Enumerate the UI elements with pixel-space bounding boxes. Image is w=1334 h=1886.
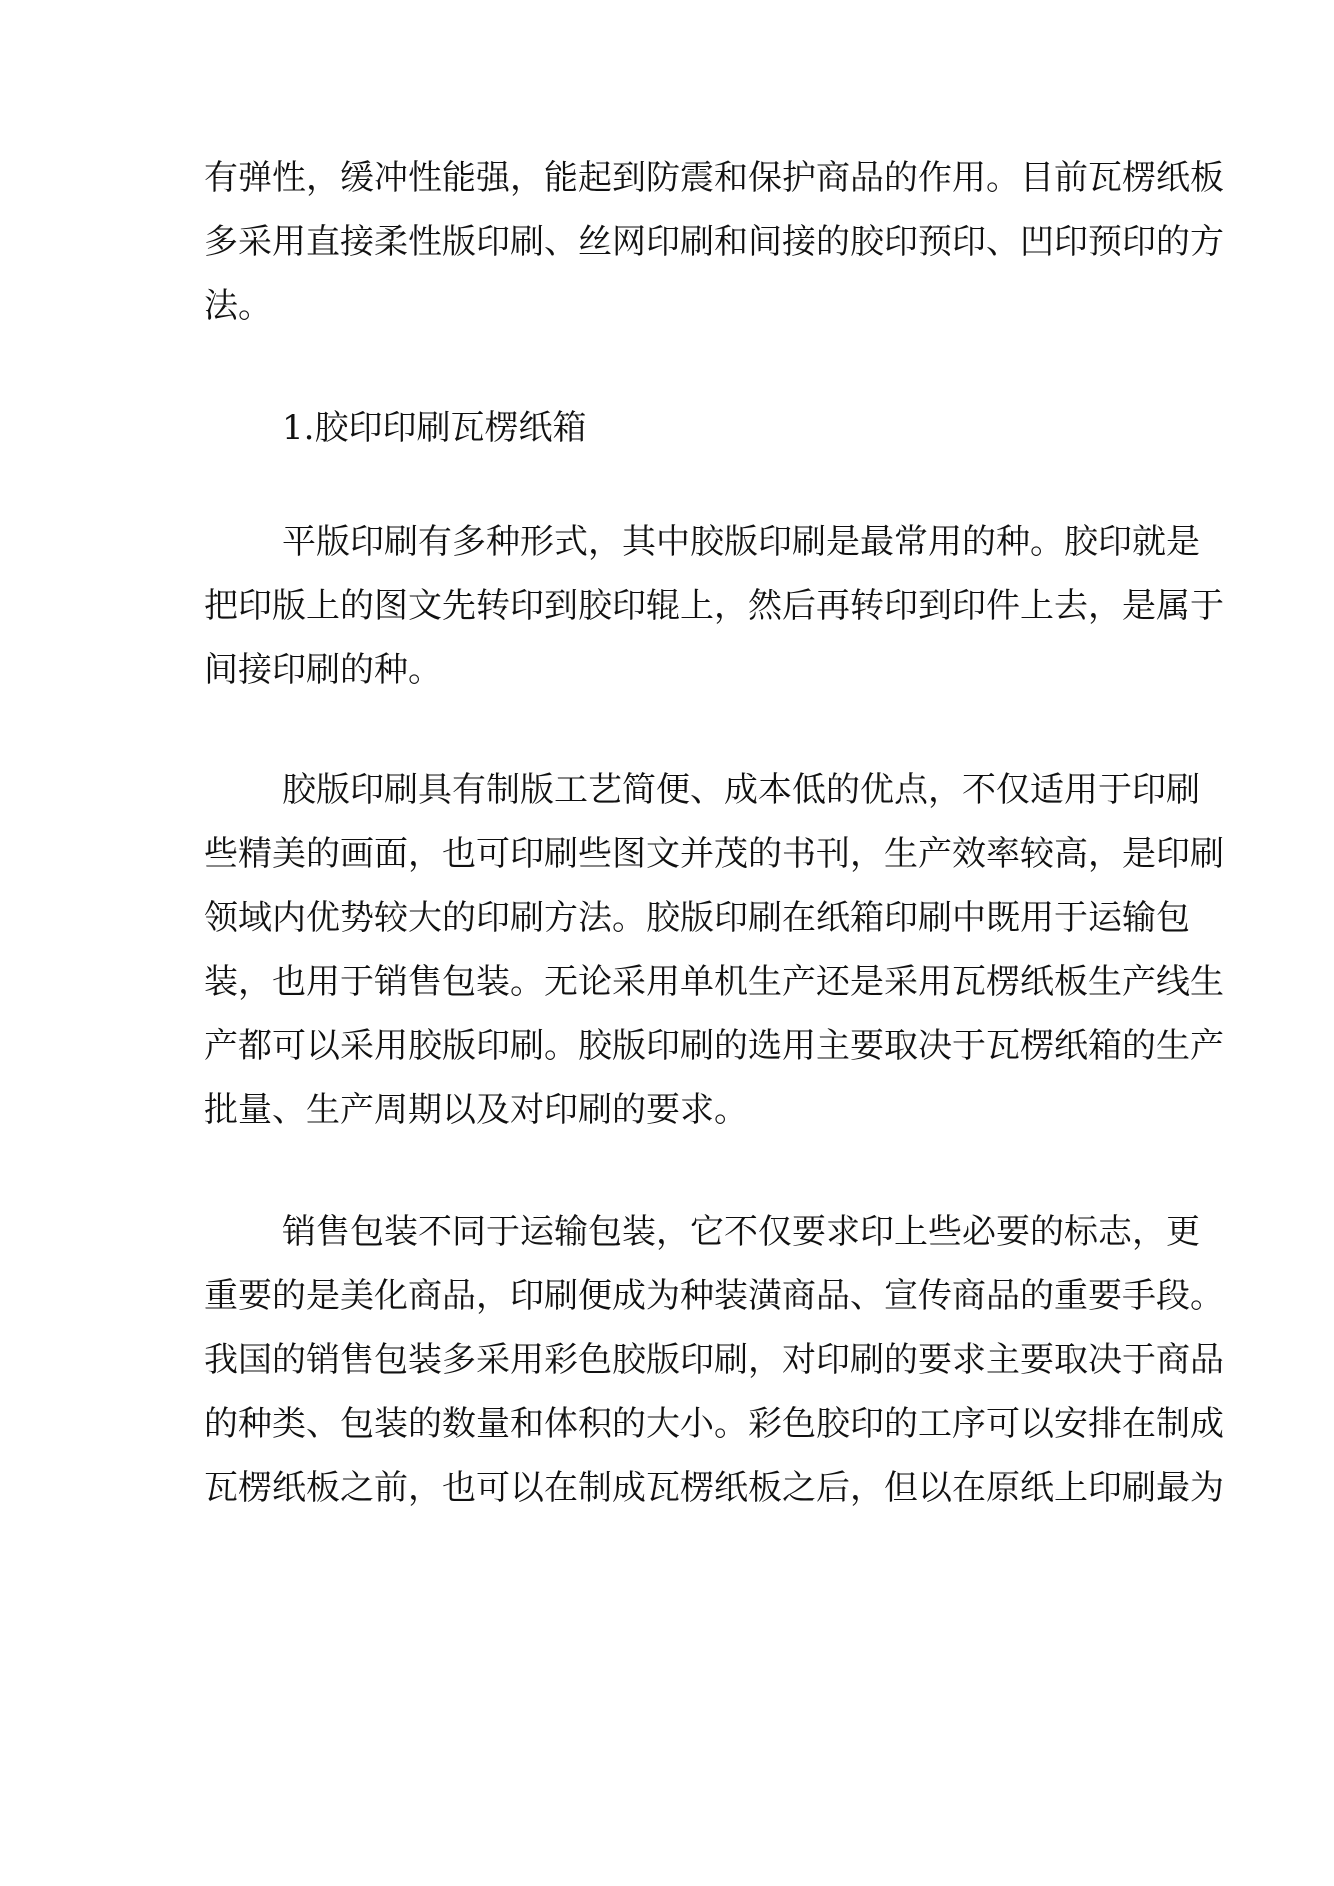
paragraph-3-line-3: 领域内优势较大的印刷方法。胶版印刷在纸箱印刷中既用于运输包 [204, 898, 1190, 938]
paragraph-2-line-3: 间接印刷的种。 [204, 650, 442, 690]
paragraph-2-line-2: 把印版上的图文先转印到胶印辊上，然后再转印到印件上去，是属于 [204, 586, 1224, 626]
paragraph-1-line-1: 有弹性，缓冲性能强，能起到防震和保护商品的作用。目前瓦楞纸板 [204, 158, 1224, 198]
paragraph-4-line-1: 销售包装不同于运输包装，它不仅要求印上些必要的标志，更 [282, 1212, 1200, 1252]
paragraph-4-line-4: 的种类、包装的数量和体积的大小。彩色胶印的工序可以安排在制成 [204, 1404, 1224, 1444]
section-heading: 1.胶印印刷瓦楞纸箱 [282, 408, 587, 448]
paragraph-3-line-5: 产都可以采用胶版印刷。胶版印刷的选用主要取决于瓦楞纸箱的生产 [204, 1026, 1224, 1066]
paragraph-2-line-1: 平版印刷有多种形式，其中胶版印刷是最常用的种。胶印就是 [282, 522, 1200, 562]
paragraph-4-line-5: 瓦楞纸板之前，也可以在制成瓦楞纸板之后，但以在原纸上印刷最为 [204, 1468, 1224, 1508]
paragraph-1-line-2: 多采用直接柔性版印刷、丝网印刷和间接的胶印预印、凹印预印的方 [204, 222, 1224, 262]
paragraph-1-line-3: 法。 [204, 286, 272, 326]
paragraph-3-line-6: 批量、生产周期以及对印刷的要求。 [204, 1090, 748, 1130]
paragraph-3-line-2: 些精美的画面，也可印刷些图文并茂的书刊，生产效率较高，是印刷 [204, 834, 1224, 874]
paragraph-3-line-4: 装，也用于销售包装。无论采用单机生产还是采用瓦楞纸板生产线生 [204, 962, 1224, 1002]
paragraph-3-line-1: 胶版印刷具有制版工艺简便、成本低的优点，不仅适用于印刷 [282, 770, 1200, 810]
paragraph-4-line-2: 重要的是美化商品，印刷便成为种装潢商品、宣传商品的重要手段。 [204, 1276, 1224, 1316]
paragraph-4-line-3: 我国的销售包装多采用彩色胶版印刷，对印刷的要求主要取决于商品 [204, 1340, 1224, 1380]
